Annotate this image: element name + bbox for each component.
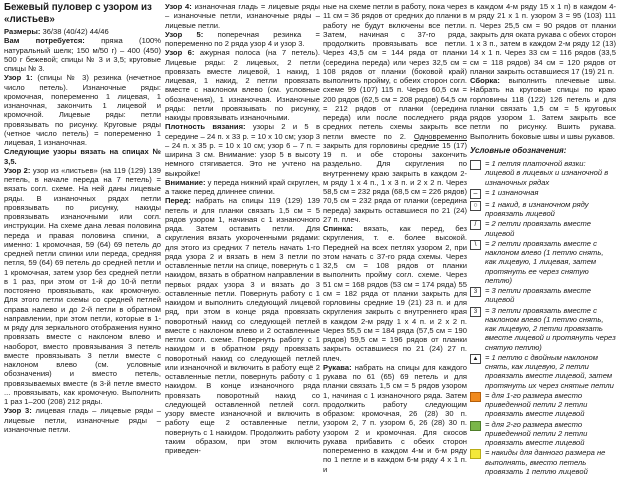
sizes-paragraph xyxy=(4,27,161,36)
legend-item xyxy=(470,200,616,219)
legend-symbol-dash-icon xyxy=(470,189,481,199)
next-patterns-heading: Следующие узоры вязать на спицах № 3,5. xyxy=(4,147,161,166)
sleeves-paragraph xyxy=(323,363,467,474)
pattern-5-value: поперечная резинка = попеременно по 2 ряда узор 4 и узор 3. xyxy=(165,29,320,48)
legend-symbol-empty-icon xyxy=(470,160,481,170)
pattern-5-label: Узор 5: xyxy=(165,29,204,39)
legend-item xyxy=(470,353,616,390)
materials-paragraph xyxy=(4,36,161,73)
column-2 xyxy=(165,2,320,455)
legend-text: = 1 петля платочной вязки: лицевой в лицевых и изнаночной в изнаночных рядах xyxy=(485,159,609,187)
legend-list xyxy=(470,159,616,476)
legend-item xyxy=(470,188,616,199)
legend-symbol-yellow-icon xyxy=(470,449,481,459)
attention-paragraph xyxy=(165,178,320,197)
attention-label: Внимание: xyxy=(165,177,206,187)
pattern-6-paragraph xyxy=(165,48,320,122)
legend-item xyxy=(470,306,616,352)
legend-symbol-circ-icon xyxy=(470,201,481,211)
legend-text: = 1 петлю с двойным наклоном снять, как лицевую, 2 петли провязать вместе лицевой, затем протянуть их через снятые петли xyxy=(485,352,614,390)
column-4 xyxy=(470,2,616,477)
legend-text: = накиды для данного размера не выполнять, вместо петель провязать 1 петлю лицевой xyxy=(485,448,606,476)
materials-value: пряжа (100% натуральный шелк; 150 м/50 г) – 400 (450) 500 г бежевой; спицы № 3 и 3,5; круговые спицы № 3. xyxy=(4,36,161,73)
legend-symbol-orange-icon xyxy=(470,392,481,402)
assembly-value: выполнить плечевые швы. Набрать на круговые спицы по краю горловины 118 (122) 126 петель и для планки связать 1,5 см = 5 круговых рядов узором 1. Затем закрыть все петли по рисунку. Вшить рукава. Выполнить боковые швы и швы рукавов. xyxy=(470,76,616,141)
legend-text: = 1 изнаночная xyxy=(485,187,539,197)
legend-symbol-slashr-icon xyxy=(470,220,481,230)
column-3 xyxy=(323,2,467,474)
pattern-1-label: Узор 1: xyxy=(4,73,33,83)
attention-value: у переда нижний край скруглен, а также перед длиннее спинки. xyxy=(165,177,320,196)
pattern-1-paragraph xyxy=(4,73,161,147)
legend-item xyxy=(470,239,616,285)
pattern-6-value: ажурная полоса (на 7 петель). Лицевые ряды: 2 лицевых, 2 петли провязать вместе лицевой, 1 накид, 1 лицевая, 1 накид, 2 петли провязать вместе с наклоном влево (см. условные обозначения), 1 изнаночная. Изнаночные ряды: петли провязывать по рисунку, накиды провязывать изнаночными. xyxy=(165,48,320,122)
front-value: набрать на спицы 119 (129) 139 петель и для планки связать 1,5 см = 5 рядов узором 1, начиная с 1 изнаночного ряда. Затем оставить петли. Для скругления вязать укороченными рядами: для этого из средних 7 петель начать 1-го ряда узора 2 и вязать в нем 3 петли по оставленные петли на спице, повернуть с 1 накидом, вязать в обратном направлении в первых рядах узора 3 и вязать до 3 оставленные петли. Повернуть работу с 1 накидом и выполнить следующий лицевой ряд, при этом в конце ряда провязать поворотный накид со следующей петлей вместе с наклоном влево и 2 оставленные петли согл. схеме. Повернуть работу с 1 накидом и в обратном ряду провязать поворотный накид со следующей петлей или изнаночной и включить в работу ещё 2 оставленные петли, повернуть работу с 1 накидом. В конце изнаночного ряда провязать поворотный накид со следующей оставленной петлей согл. узору вместе изнаночной и включить в работу еще 2 оставленные петли, повернуть с 1 накидом. Продолжить работу таким образом, при этом включить приведен- xyxy=(165,196,320,455)
legend-text: = 1 накид, в изнаночном ряду провязать лицевой xyxy=(485,199,589,218)
pattern-3-value: лицевая гладь – лицевые ряды – лицевые петли, изнаночные ряды – изнаночные петли. xyxy=(4,406,161,434)
assembly-label: Сборка: xyxy=(470,76,500,85)
pattern-1-value: (спицы № 3) резинка (нечетное число петель). Изнаночные ряды: кромочная, попеременно 1 лицевая, 1 изнаночная, закончить 1 лицевой и кромочной. Лицевые ряды: петли провязывать по рисунку. Круговые ряды (четное число петель) = попеременно 1 лицевая, 1 изнаночная. xyxy=(4,73,161,147)
materials-label: Вам потребуется: xyxy=(4,36,85,46)
legend-item xyxy=(470,391,616,419)
front-label: Перед: xyxy=(165,196,191,206)
pattern-2-value: узор из «листьев» (на 119 (129) 139 петель, в начале переда на 7 петель) = вязать согл. схеме. На ней даны лицевые ряды. В изнаночных рядах петли провязывать по рисунку, накиды провязывать изнаночными или согл. инструкции. На схеме дана левая половина переда и правая половина спинки, а именно: 1 кромочная, 59 (64) 69 петель до средней петли спинки или переда, средняя петля, 59 (64) 69 петель до средней петли и 1 кромочная, затем узор без средней петли в 1 раз, при этом от 1-й до 10-й петли постоянно провязывать, как кромочную. Для этого петли схемы со средней петлей справа налево и до 2-й петли в обратном направлении, при этом петли, которые в 1-м ряду для зеркального отображения нужно провязать вместе с наклоном влево и наоборот, вместо провязывания 3 петель вместе провязывать 3 петли вместе с наклоном влево (см. условные обозначения) и вместо петель, провязываемых вместе (в 3-й петле вместо ... провязывать, как кромочную. Выполнить 1 раз 1–200 (208) 212 ряды. xyxy=(4,165,161,406)
pattern-2-label: Узор 2: xyxy=(4,165,31,175)
pattern-6-label: Узор 6: xyxy=(165,48,195,58)
pattern-4-value: изнаночная гладь = лицевые ряды – изнаночные петли, изнаночные ряды – лицевые петли. xyxy=(165,2,320,30)
pattern-5-paragraph xyxy=(165,30,320,49)
back-paragraph xyxy=(323,224,467,363)
sleeves-continued-paragraph: в каждом 4-м ряду 15 х 1 п) в каждом 4-м ряду 21 х 1 п. узором 3 = 95 (103) 111 п. Через 25,5 см = 90 рядов от планки закрыть для оката рукава с обеих сторон 1 х 3 п., затем в каждом 2-м ряду 12 (13) 14 х 1 п. Через 33 см = 116 рядов (33,5 см = 118 рядов) 34 см = 120 рядов от планки закрыть оставшиеся 17 (19) 21 п. xyxy=(470,2,616,76)
article-title: Бежевый пуловер с узором из «листьев» xyxy=(4,2,152,25)
back-label: Спинка: xyxy=(323,224,353,233)
front-continued-paragraph xyxy=(323,2,467,224)
pattern-2-paragraph xyxy=(4,166,161,407)
legend-title: Условные обозначения: xyxy=(470,145,567,155)
sizes-value: 36/38 (40/42) 44/46 xyxy=(40,27,109,36)
legend-item xyxy=(470,448,616,476)
legend-text: = для 1-го размера вместо приведенной петли 2 петли провязать вместе лицевой xyxy=(485,390,588,419)
density-paragraph xyxy=(165,122,320,178)
density-value: узоры 2 и 5 в середине – 24 п. х 33 р. = 10 х 10 см; узор 3 – 24 п. х 35 р. = 10 х 10 см; узор 6 – 7 п. = ширина 3 см. Внимание: узор 5 в высоту немного стягивается. Это не учтено на выкройке! xyxy=(165,122,320,178)
legend-text: = 2 петли провязать вместе с наклоном влево (1 петлю снять, как лицевую, 1 лицевая, затем протянуть ее через снятую петлю) xyxy=(485,238,604,285)
legend-symbol-num3-icon: 3 xyxy=(470,287,481,297)
legend-text: = 3 петли провязать вместе лицевой xyxy=(485,286,592,305)
pattern-4-paragraph xyxy=(165,2,320,30)
front-paragraph xyxy=(165,196,320,455)
legend-item xyxy=(470,420,616,448)
legend-symbol-slashl-icon xyxy=(470,240,481,250)
back-value: вязать, как перед, без скругления, т. е. более высокой. Передней на всех петлях узором 2, при этом начать с 37-го ряда схемы. Через 32,5 см = 108 рядов от планки выполнить пройму согл. схеме. Через 51 см = 168 рядов (53 см = 174 ряда) 55 см = 182 ряда от планки закрыть для горловины средние 19 (21) 23 п. и для скругления закрыть с внутреннего края в каждом 2-м ряду 1 х 4 п. и 2 х 2 п. Через 55,5 см = 184 ряда (57,5 см = 190 рядов) 59,5 см = 196 рядов от планки закрыть оставшиеся по 21 (24) 27 п. плеч. xyxy=(323,224,467,363)
legend-symbol-num3-icon: 3 xyxy=(470,307,481,317)
density-label: Плотность вязания: xyxy=(165,122,246,132)
pattern-4-label: Узор 4: xyxy=(165,2,192,11)
legend-text: = для 2-го размера вместо приведенной петли 2 петли провязать вместе лицевой xyxy=(485,419,588,447)
sleeves-label: Рукава: xyxy=(323,362,352,372)
legend-text: = 2 петли провязать вместе лицевой xyxy=(485,219,592,238)
sizes-label: Размеры: xyxy=(4,27,41,36)
legend-item xyxy=(470,286,616,305)
pattern-3-paragraph xyxy=(4,406,161,434)
column-1 xyxy=(4,2,161,434)
neckline-text: закрыть для горловины средние 15 (17) 19 п. и обе стороны закончить раздельно. Для скругления по внутреннему краю закрыть в каждом 2-м ряду 1 х 4 п., 1 х 3 п. и 2 х 2 п. Через 58,5 см = 232 ряда (68,5 см = 226 рядов) 70,5 см = 232 ряда от планки (середина переда) закрыть оставшиеся по 21 (24) 27 п. плеч. xyxy=(323,140,467,224)
sleeves-value: набрать на спицы для каждого рукава по 61 (65) 69 петель и для планки связать 1,5 см = 5 рядов узором 1, начиная с 1 изнаночного ряда. Затем продолжить работу следующим образом: кромочная, 26 (28) 30 п. узором 2, 7 п. узором 6, 26 (28) 30 п. узором 2 и кромочная. Для скосов рукава прибавить с обеих сторон попеременно в каждом 4-м и 6-м ряду по 1 петле и в каждом 6-м ряду 4 х 1 п. и xyxy=(323,362,467,474)
legend-item xyxy=(470,219,616,238)
front-continued-text: ные на схеме петли в работу, пока через 11 см = 36 рядов от средних до планки в работу не будут включены все петли. Затем, начиная с 37-го ряда, продолжить провязывать все петли. Через 43,5 см = 144 ряда от планки (середина переда) или через 32,5 см = 108 рядов от планки (боковой край) выполнить пройму, с обеих сторон согл. схеме 99 (107) 115 п. Через 60,5 см = 200 рядов (62,5 см = 208 рядов) 64,5 см = 212 рядов от планки (середина переда) или после последнего ряда средних петель схемы закрыть все петли вместе по 2. xyxy=(323,2,467,141)
legend-symbol-green-icon xyxy=(470,421,481,431)
legend-text: = 3 петли провязать вместе с наклоном влево (1 петлю снять, как лицевую, 2 петли провязать вместе лицевой и протянуть через снятую петлю) xyxy=(485,305,616,352)
simultaneously-word: Одновременно xyxy=(413,131,467,141)
legend-item xyxy=(470,159,616,187)
pattern-3-label: Узор 3: xyxy=(4,406,32,416)
assembly-paragraph xyxy=(470,76,616,141)
legend-symbol-tri-icon xyxy=(470,354,481,364)
